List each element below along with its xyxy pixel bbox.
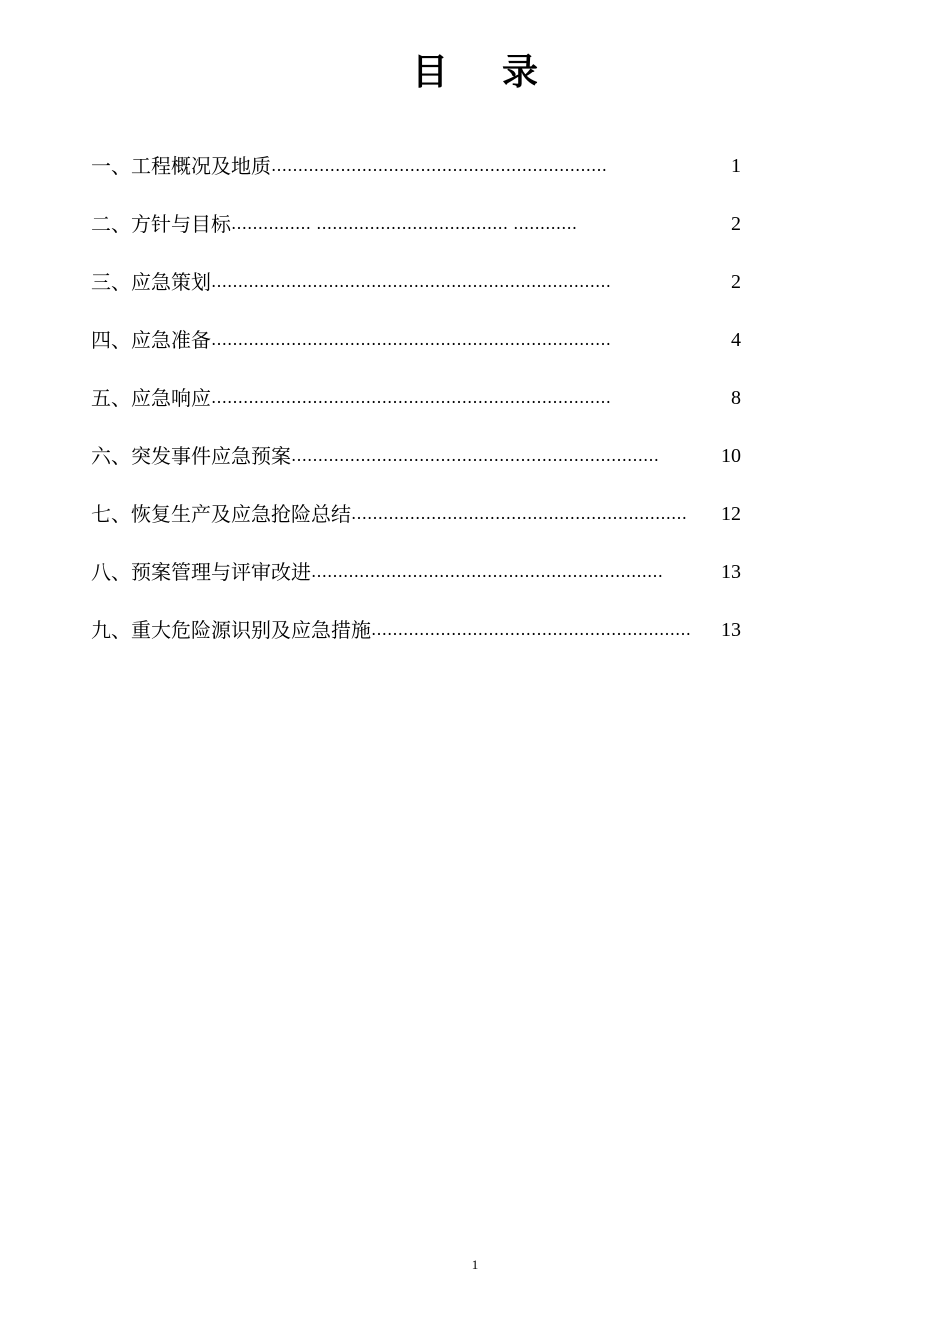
toc-entry-page: 10 [721, 445, 741, 467]
toc-entry[interactable] [91, 427, 741, 485]
toc-entry-page: 12 [721, 503, 741, 525]
toc-entry-page: 8 [731, 387, 741, 409]
toc-entry-leader: ……………………………………………………… [351, 504, 687, 523]
toc-entry-label: 六、突发事件应急预案 [91, 444, 291, 468]
toc-entry-page: 13 [721, 561, 741, 583]
title-char-1: 目 [411, 51, 448, 93]
toc-entry-leader: …………………………………………………………… [291, 446, 659, 465]
toc-entry-leader: ………………………………………………………………… [211, 272, 611, 291]
toc-entry-label: 一、工程概况及地质 [91, 154, 271, 178]
toc-entry-leader: ……………………………………………………… [271, 156, 607, 175]
toc-entry-label: 八、预案管理与评审改进 [91, 560, 311, 584]
toc-entry[interactable] [91, 195, 741, 253]
toc-entry-label: 九、重大危险源识别及应急措施 [91, 618, 371, 642]
toc-entry[interactable] [91, 543, 741, 601]
toc-entry-page: 1 [731, 155, 741, 177]
toc-entry[interactable] [91, 369, 741, 427]
toc-entry[interactable] [91, 253, 741, 311]
toc-entry-leader: …………………………………………………… [371, 620, 691, 639]
toc-entry-leader: ………………………………………………………………… [211, 330, 611, 349]
toc-entry-page: 4 [731, 329, 741, 351]
toc-entry-label: 三、应急策划 [91, 270, 211, 294]
toc-entry-page: 2 [731, 213, 741, 235]
toc-entry[interactable] [91, 601, 741, 659]
toc-entry-leader: …………… ……………………………… ………… [231, 214, 578, 233]
toc-entry-leader: ………………………………………………………… [311, 562, 663, 581]
toc-entry-label: 四、应急准备 [91, 328, 211, 352]
toc-entry-page: 13 [721, 619, 741, 641]
toc-entry[interactable] [91, 485, 741, 543]
toc-entry-label: 二、方针与目标 [91, 212, 231, 236]
table-of-contents [91, 137, 741, 659]
page-number: 1 [471, 1257, 479, 1272]
page-title [0, 44, 950, 100]
toc-entry-page: 2 [731, 271, 741, 293]
toc-entry-leader: ………………………………………………………………… [211, 388, 611, 407]
title-char-2: 录 [502, 51, 539, 93]
toc-entry-label: 七、恢复生产及应急抢险总结 [91, 502, 351, 526]
toc-entry-label: 五、应急响应 [91, 386, 211, 410]
toc-entry[interactable] [91, 137, 741, 195]
toc-entry[interactable] [91, 311, 741, 369]
